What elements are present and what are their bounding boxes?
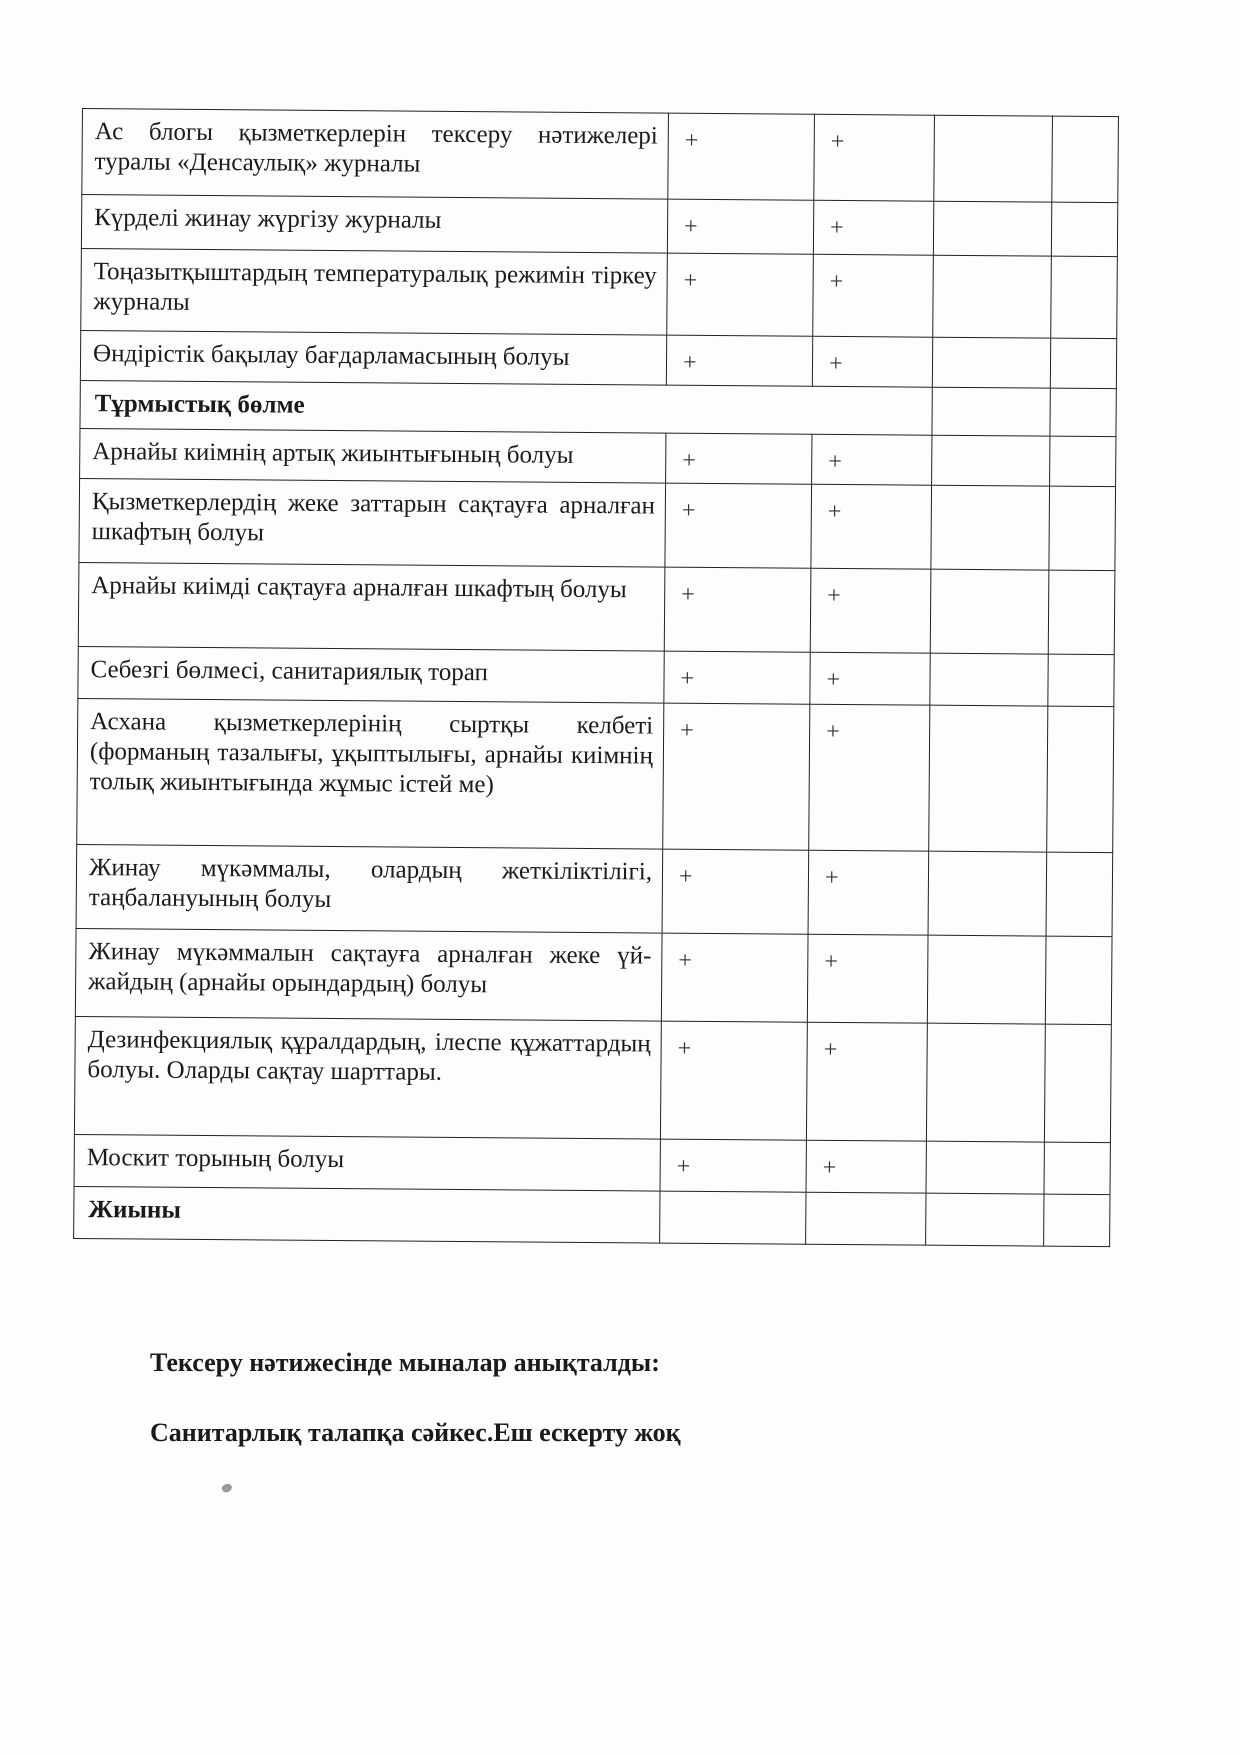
- row-mark-d: [1045, 936, 1112, 1025]
- row-item-text: Арнайы киімді сақтауға арналған шкафтың болуы: [78, 562, 665, 651]
- section-header-row: [80, 380, 1116, 436]
- section-title: Тұрмыстық бөлме: [80, 380, 932, 435]
- row-mark-a: +: [661, 933, 808, 1022]
- row-mark-a: +: [667, 199, 813, 254]
- row-mark-c: [930, 569, 1049, 654]
- row-mark-c: [929, 705, 1048, 852]
- row-mark-d: [1050, 338, 1116, 389]
- row-item-text: Жинау мүкәммалын сақтауға арналған жеке үй-жайдың (арнайы орындардың) болуы: [75, 928, 662, 1021]
- table-row: [81, 195, 1117, 257]
- row-mark-a: +: [664, 567, 811, 652]
- row-mark-a: +: [663, 703, 810, 850]
- row-item-text: Дезинфекциялық құралдардың, ілеспе құжаттардың болуы. Оларды сақтау шарттары.: [74, 1016, 661, 1139]
- row-mark-d: [1051, 256, 1118, 339]
- row-mark-d: [1051, 202, 1117, 257]
- table-row: [81, 248, 1118, 338]
- row-mark-a: +: [664, 651, 810, 704]
- row-item-text: Асхана қызметкерлерінің сыртқы келбеті (форманың тазалығы, ұқыптылығы, арнайы киімнің толық жиынтығында жұмыс істей ме): [77, 698, 664, 849]
- total-mark-a: [660, 1191, 806, 1244]
- row-mark-d: [1049, 486, 1116, 571]
- row-item-text: Күрделі жинау жүргізу журналы: [81, 195, 667, 254]
- row-mark-c: [932, 435, 1050, 486]
- row-mark-d: [1050, 388, 1116, 437]
- row-item-text: Өндірістік бақылау бағдарламасының болуы: [80, 330, 666, 385]
- row-mark-d: [1052, 116, 1119, 203]
- row-mark-c: [926, 1141, 1044, 1194]
- conclusion-heading: Тексеру нәтижесінде мыналар анықталды:: [150, 1348, 660, 1377]
- row-item-text: Арнайы киімнің артық жиынтығының болуы: [80, 428, 666, 483]
- row-mark-d: [1047, 706, 1114, 853]
- row-mark-c: [930, 653, 1048, 706]
- table-row: [78, 646, 1114, 706]
- row-mark-b: +: [807, 934, 928, 1023]
- row-mark-c: [932, 337, 1050, 388]
- row-mark-a: +: [667, 253, 814, 336]
- inspection-checklist-table: [73, 108, 1119, 1247]
- row-mark-a: +: [660, 1021, 807, 1140]
- row-mark-d: [1050, 436, 1116, 487]
- row-item-text: Тоңазытқыштардың температуралық режимін тіркеу журналы: [81, 248, 668, 335]
- total-mark-b: [806, 1192, 926, 1245]
- row-mark-c: [928, 851, 1047, 936]
- row-mark-a: +: [662, 849, 809, 934]
- row-mark-d: [1048, 570, 1115, 655]
- row-mark-a: +: [666, 335, 812, 386]
- total-mark-c: [926, 1193, 1044, 1246]
- table-row: [79, 478, 1116, 570]
- total-row: [74, 1186, 1110, 1246]
- row-mark-a: +: [668, 113, 815, 200]
- row-mark-b: +: [813, 200, 933, 255]
- row-item-text: Жинау мүкәммалы, олардың жеткіліктілігі, таңбалануының болуы: [76, 844, 663, 933]
- row-mark-c: [927, 935, 1046, 1024]
- row-mark-c: [933, 201, 1051, 256]
- row-mark-b: +: [812, 336, 932, 387]
- table-row: [80, 428, 1116, 486]
- row-item-text: Ас блогы қызметкерлерін тексеру нәтижелері туралы «Денсаулық» журналы: [82, 109, 669, 200]
- row-item-text: Себезгі бөлмесі, санитариялық торап: [78, 646, 664, 703]
- row-item-text: Қызметкерлердің жеке заттарын сақтауға арналған шкафтың болуы: [79, 478, 666, 567]
- table-row: [82, 109, 1119, 203]
- row-mark-b: +: [810, 652, 930, 705]
- row-mark-c: [933, 255, 1052, 338]
- row-mark-d: [1044, 1024, 1111, 1143]
- row-mark-b: +: [810, 568, 931, 653]
- row-mark-c: [931, 485, 1050, 570]
- row-mark-d: [1044, 1142, 1110, 1195]
- table-row: [74, 1016, 1111, 1142]
- table-row: [75, 928, 1112, 1024]
- table-row: [76, 844, 1113, 936]
- row-mark-b: +: [806, 1022, 927, 1141]
- row-mark-b: +: [808, 850, 929, 935]
- row-mark-a: +: [666, 433, 812, 484]
- row-mark-c: [932, 387, 1050, 436]
- total-mark-d: [1044, 1194, 1110, 1247]
- row-item-text: Москит торының болуы: [74, 1134, 660, 1191]
- conclusion-text: Санитарлық талапқа сәйкес.Еш ескерту жоқ: [150, 1418, 681, 1447]
- row-mark-b: +: [806, 1140, 926, 1193]
- row-mark-c: [926, 1023, 1045, 1142]
- row-mark-a: +: [660, 1139, 806, 1192]
- row-mark-b: +: [812, 434, 932, 485]
- table-row: [74, 1134, 1110, 1194]
- table-row: [77, 698, 1114, 852]
- row-mark-b: +: [813, 254, 934, 337]
- row-mark-b: +: [811, 484, 932, 569]
- row-mark-b: +: [809, 704, 930, 851]
- row-mark-d: [1048, 654, 1114, 707]
- total-label: Жиыны: [74, 1186, 660, 1243]
- row-mark-c: [934, 115, 1053, 202]
- table-row: [78, 562, 1115, 654]
- table-row: [80, 330, 1116, 388]
- row-mark-a: +: [665, 483, 812, 568]
- scan-speck: [221, 1482, 234, 1494]
- row-mark-d: [1046, 852, 1113, 937]
- row-mark-b: +: [814, 114, 935, 201]
